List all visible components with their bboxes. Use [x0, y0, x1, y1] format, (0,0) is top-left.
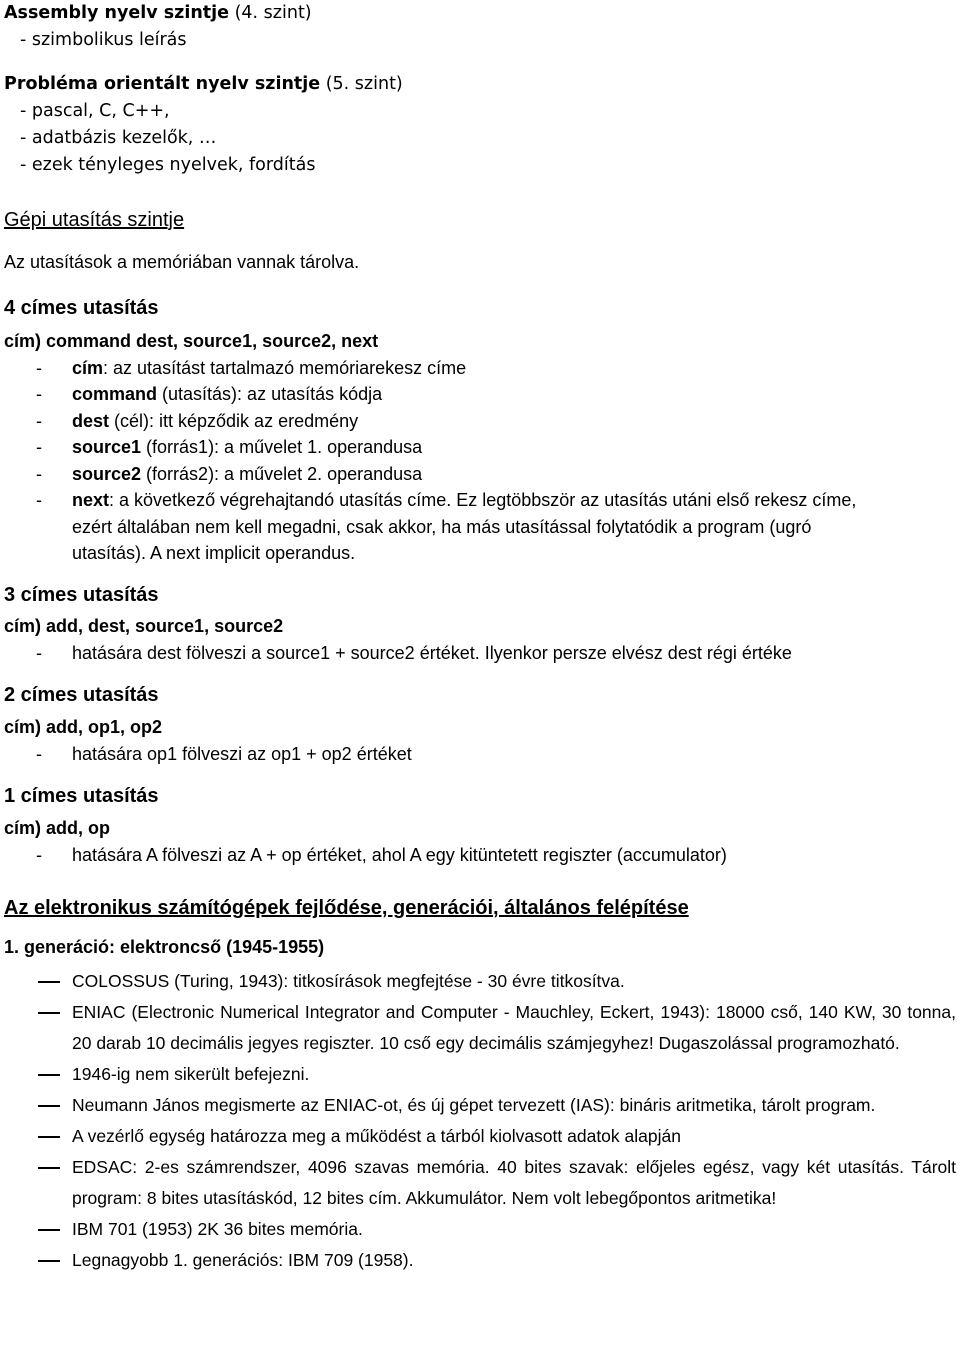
assembly-title: Assembly nyelv szintje	[4, 3, 230, 23]
field-description: : a következő végrehajtandó utasítás címe. Ez legtöbbször az utasítás utáni első rekesz címe,	[109, 490, 857, 510]
generation-item-text: EDSAC: 2-es számrendszer, 4096 szavas memória. 40 bites szavak: előjeles egész, vagy két utasítás. Tárolt program: 8 bites utasításkód, 12 bites cím. Akkumulátor. Nem volt lebegőpontos aritmetika!	[72, 1157, 956, 1208]
dash-marker: -	[36, 384, 42, 404]
dash-marker: -	[36, 357, 42, 378]
machine-intro: Az utasítások a memóriában vannak tárolva.	[4, 252, 360, 272]
generation-item-text: COLOSSUS (Turing, 1943): titkosírások megfejtése - 30 évre titkosítva.	[72, 971, 625, 991]
dash-bullet-icon	[38, 1136, 60, 1138]
field-description: (forrás1): a művelet 1. operandusa	[141, 437, 423, 457]
dash-marker: -	[36, 410, 42, 431]
list-item	[4, 1152, 956, 1214]
dash-bullet-icon	[38, 1074, 60, 1076]
one-address-section	[4, 782, 956, 868]
one-address-heading: 1 címes utasítás	[4, 785, 159, 807]
field-term: source1	[72, 437, 142, 457]
evolution-title: Az elektronikus számítógépek fejlődése, generációi, általános felépítése	[4, 897, 689, 919]
dash-marker: -	[36, 490, 42, 510]
list-item	[4, 1121, 956, 1152]
dash-bullet-icon	[38, 981, 60, 983]
dash-bullet-icon	[38, 1260, 60, 1262]
generation-item-text: Neumann János megismerte az ENIAC-ot, és új gépet tervezett (IAS): bináris aritmetika, tárolt program.	[72, 1095, 876, 1115]
next-continuation-1: ezért általában nem kell megadni, csak akkor, ha más utasítással folytatódik a program (ugró	[72, 516, 812, 537]
dash-bullet-icon	[38, 1105, 60, 1107]
generation-item-text: Legnagyobb 1. generációs: IBM 709 (1958).	[72, 1250, 414, 1270]
two-address-heading: 2 címes utasítás	[4, 684, 159, 706]
generation-1-title: 1. generáció: elektroncső (1945-1955)	[4, 937, 325, 957]
assembly-section	[4, 0, 956, 54]
four-address-section	[4, 294, 956, 567]
list-item	[4, 1090, 956, 1121]
dash-bullet-icon	[38, 1167, 60, 1169]
list-item	[4, 408, 956, 435]
field-description: (cél): itt képződik az eredmény	[109, 410, 359, 431]
list-item	[4, 997, 956, 1059]
problem-title: Probléma orientált nyelv szintje	[4, 74, 321, 94]
list-item	[4, 1214, 956, 1245]
three-address-section	[4, 581, 956, 666]
dash-bullet-icon	[38, 1229, 60, 1231]
generation-item-text: 1946-ig nem sikerült befejezni.	[72, 1064, 310, 1084]
generation-item-text: IBM 701 (1953) 2K 36 bites memória.	[72, 1219, 363, 1239]
dash-marker: -	[36, 463, 42, 484]
two-address-section	[4, 681, 956, 767]
list-item	[4, 842, 956, 869]
field-description: (forrás2): a művelet 2. operandusa	[141, 463, 423, 484]
machine-section	[4, 204, 956, 275]
four-address-syntax: cím) command dest, source1, source2, next	[4, 331, 379, 351]
dash-marker: -	[36, 743, 42, 764]
field-term: command	[72, 384, 158, 404]
one-address-syntax: cím) add, op	[4, 818, 111, 838]
list-item	[4, 966, 956, 997]
field-term: dest	[72, 410, 110, 431]
dash-bullet-icon	[38, 1012, 60, 1014]
field-description: (utasítás): az utasítás kódja	[157, 384, 383, 404]
list-item: - szimbolikus leírás	[20, 30, 187, 50]
four-address-heading: 4 címes utasítás	[4, 297, 159, 319]
list-item	[4, 1245, 956, 1276]
assembly-level: (4. szint)	[229, 3, 312, 23]
field-term: cím	[72, 357, 104, 378]
problem-section	[4, 71, 956, 179]
dash-marker: -	[36, 642, 42, 663]
list-item	[4, 487, 956, 514]
three-address-heading: 3 címes utasítás	[4, 584, 159, 606]
problem-level: (5. szint)	[320, 74, 403, 94]
field-term: source2	[72, 463, 142, 484]
generation-item-text: ENIAC (Electronic Numerical Integrator and Computer - Mauchley, Eckert, 1943): 18000 cső, 140 KW, 30 tonna, 20 darab 10 decimális jegyes regiszter. 10 cső egy decimális számjegyhez! Dugaszolással programozható.	[72, 1002, 956, 1053]
list-item	[4, 640, 956, 667]
list-item	[4, 1059, 956, 1090]
list-item	[4, 461, 956, 488]
evolution-section	[4, 893, 956, 1276]
next-continuation-2: utasítás). A next implicit operandus.	[72, 543, 356, 563]
one-address-effect: hatására A fölveszi az A + op értéket, ahol A egy kitüntetett regiszter (accumulator)	[72, 844, 727, 865]
list-item	[4, 381, 956, 408]
three-address-effect: hatására dest fölveszi a source1 + source2 értéket. Ilyenkor persze elvész dest régi értéke	[72, 642, 792, 663]
list-item	[4, 434, 956, 461]
list-item: - adatbázis kezelők, …	[20, 128, 217, 148]
dash-marker: -	[36, 844, 42, 865]
two-address-syntax: cím) add, op1, op2	[4, 717, 163, 737]
three-address-syntax: cím) add, dest, source1, source2	[4, 616, 284, 636]
dash-marker: -	[36, 437, 42, 457]
list-item: - pascal, C, C++,	[20, 101, 170, 121]
list-item: - ezek tényleges nyelvek, fordítás	[20, 155, 316, 175]
generation-item-text: A vezérlő egység határozza meg a működést a tárból kiolvasott adatok alapján	[72, 1126, 681, 1146]
two-address-effect: hatására op1 fölveszi az op1 + op2 értéket	[72, 743, 412, 764]
list-item	[4, 355, 956, 382]
list-item	[4, 741, 956, 768]
machine-title: Gépi utasítás szintje	[4, 209, 185, 231]
field-description: : az utasítást tartalmazó memóriarekesz címe	[103, 357, 467, 378]
field-term: next	[72, 490, 110, 510]
